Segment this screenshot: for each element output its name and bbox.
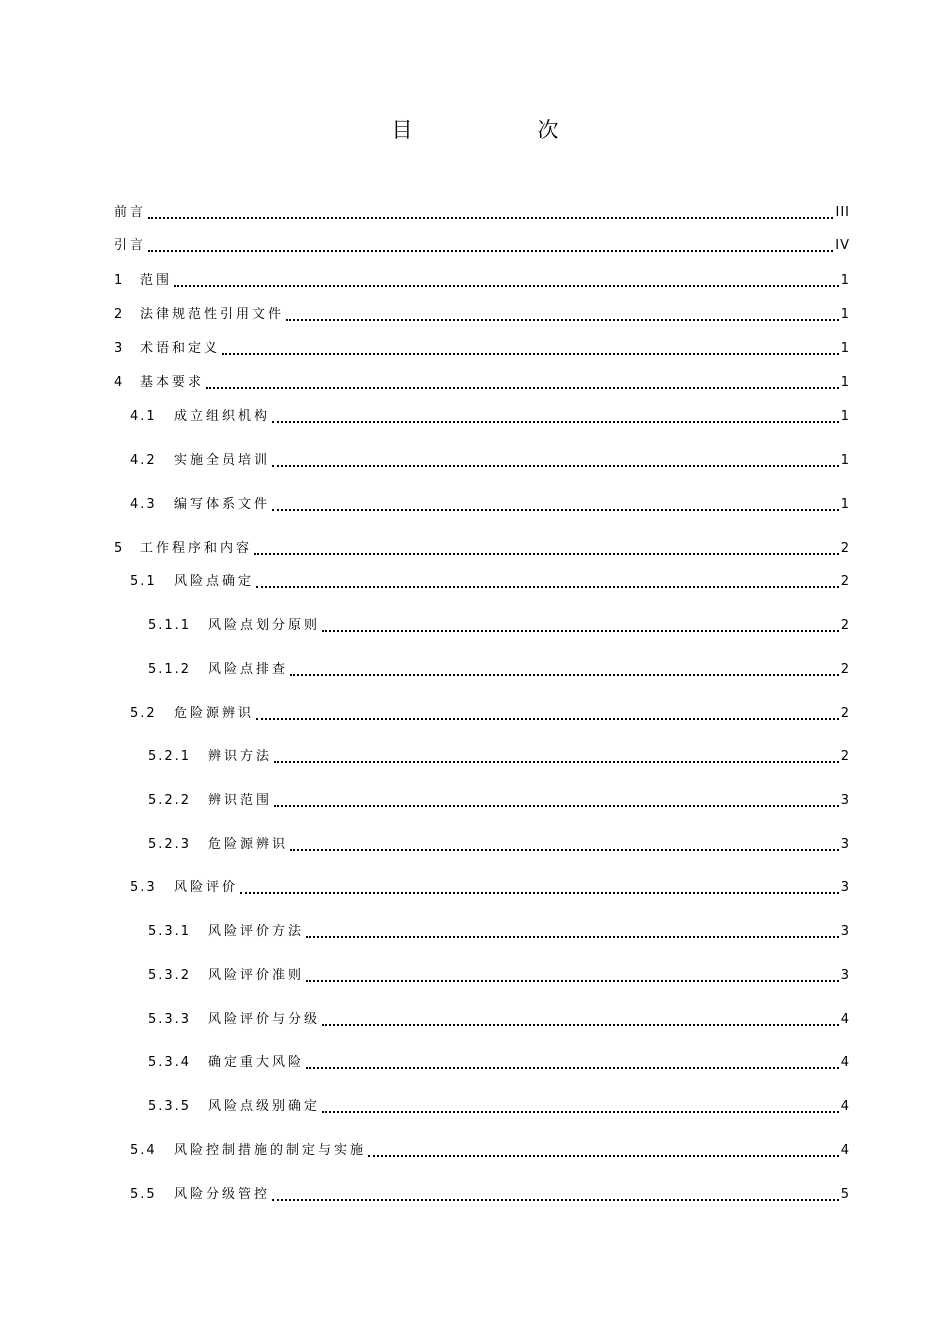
toc-entry-page-number: 3 [840, 837, 850, 852]
toc-entry[interactable] [114, 271, 850, 291]
toc-entry-label: 成立组织机构 [174, 409, 271, 424]
toc-entry-number: 5 [114, 541, 125, 556]
toc-entry-label: 风险分级管控 [174, 1187, 271, 1202]
toc-leader-dots [290, 849, 839, 851]
toc-leader-dots [322, 630, 839, 632]
toc-leader-dots [256, 718, 839, 720]
toc-leader-dots [272, 1199, 839, 1201]
toc-entry[interactable] [130, 878, 850, 898]
toc-leader-dots [286, 319, 839, 321]
toc-leader-dots [274, 761, 839, 763]
toc-entry[interactable] [114, 339, 850, 359]
toc-entry[interactable] [130, 1185, 850, 1205]
toc-leader-dots [274, 805, 839, 807]
toc-entry-label: 辨识方法 [208, 749, 273, 764]
toc-leader-dots [222, 353, 839, 355]
toc-leader-dots [322, 1024, 839, 1026]
toc-entry[interactable] [148, 747, 850, 767]
toc-entry[interactable] [148, 1097, 850, 1117]
toc-entry-number: 1 [114, 273, 125, 288]
toc-entry-number: 5.5 [130, 1187, 157, 1202]
toc-entry-label: 危险源辨识 [174, 706, 255, 721]
toc-entry-label: 风险评价方法 [208, 924, 305, 939]
toc-leader-dots [368, 1155, 839, 1157]
toc-entry-page-number: 3 [840, 924, 850, 939]
toc-entry-page-number: 4 [840, 1012, 850, 1027]
toc-entry-label: 编写体系文件 [174, 497, 271, 512]
toc-entry-page-number: IV [835, 238, 850, 253]
page-title: 目 次 [391, 118, 611, 142]
toc-leader-dots [148, 217, 833, 219]
toc-entry-label: 风险评价准则 [208, 968, 305, 983]
toc-entry-number: 5.3.4 [148, 1055, 192, 1070]
toc-entry-label: 风险评价 [174, 880, 239, 895]
toc-entry-page-number: 1 [840, 307, 850, 322]
toc-entry-page-number: III [835, 205, 850, 220]
toc-entry[interactable] [148, 1010, 850, 1030]
toc-entry-label: 术语和定义 [140, 341, 221, 356]
toc-entry-number: 5.1.1 [148, 618, 192, 633]
toc-entry-number: 5.1 [130, 574, 157, 589]
toc-entry-page-number: 2 [840, 662, 850, 677]
toc-entry-label: 风险点级别确定 [208, 1099, 321, 1114]
toc-entry[interactable] [148, 966, 850, 986]
toc-entry-number: 2 [114, 307, 125, 322]
toc-leader-dots [148, 250, 833, 252]
toc-entry-page-number: 1 [840, 273, 850, 288]
toc-entry-page-number: 2 [840, 574, 850, 589]
toc-entry-label: 风险评价与分级 [208, 1012, 321, 1027]
toc-leader-dots [206, 387, 839, 389]
toc-leader-dots [272, 465, 839, 467]
toc-entry-label: 风险点划分原则 [208, 618, 321, 633]
toc-entry-label: 危险源辨识 [208, 837, 289, 852]
toc-entry-number: 5.3.2 [148, 968, 192, 983]
toc-entry-label: 基本要求 [140, 375, 205, 390]
toc-entry-page-number: 3 [840, 793, 850, 808]
toc-entry-label: 风险控制措施的制定与实施 [174, 1143, 367, 1158]
toc-entry[interactable] [114, 236, 850, 256]
toc-entry[interactable] [114, 203, 850, 223]
toc-entry[interactable] [114, 373, 850, 393]
toc-entry-page-number: 1 [840, 497, 850, 512]
toc-entry-page-number: 3 [840, 880, 850, 895]
toc-entry-number: 5.4 [130, 1143, 157, 1158]
toc-entry-label: 范围 [140, 273, 173, 288]
toc-entry-label: 实施全员培训 [174, 453, 271, 468]
toc-leader-dots [272, 421, 839, 423]
toc-entry-number: 4.2 [130, 453, 157, 468]
toc-entry-number: 4.3 [130, 497, 157, 512]
toc-leader-dots [174, 285, 839, 287]
toc-entry[interactable] [148, 616, 850, 636]
toc-leader-dots [256, 586, 839, 588]
toc-entry[interactable] [148, 791, 850, 811]
toc-entry-page-number: 5 [840, 1187, 850, 1202]
toc-entry[interactable] [130, 451, 850, 471]
toc-entry-number: 5.3.3 [148, 1012, 192, 1027]
toc-entry[interactable] [130, 407, 850, 427]
toc-entry-label: 风险点确定 [174, 574, 255, 589]
toc-entry[interactable] [148, 922, 850, 942]
toc-leader-dots [254, 553, 839, 555]
toc-leader-dots [322, 1111, 839, 1113]
toc-entry-number: 5.1.2 [148, 662, 192, 677]
toc-entry-page-number: 1 [840, 375, 850, 390]
toc-entry-page-number: 1 [840, 409, 850, 424]
toc-entry-label: 确定重大风险 [208, 1055, 305, 1070]
toc-entry-page-number: 1 [840, 341, 850, 356]
toc-leader-dots [240, 892, 839, 894]
toc-entry-page-number: 3 [840, 968, 850, 983]
toc-leader-dots [272, 509, 839, 511]
toc-entry-page-number: 4 [840, 1143, 850, 1158]
toc-entry-label: 风险点排查 [208, 662, 289, 677]
toc-leader-dots [306, 936, 839, 938]
toc-leader-dots [306, 1067, 839, 1069]
toc-entry-page-number: 2 [840, 749, 850, 764]
toc-entry-label: 法律规范性引用文件 [140, 307, 285, 322]
toc-entry-number: 5.2 [130, 706, 157, 721]
toc-leader-dots [306, 980, 839, 982]
toc-entry-page-number: 4 [840, 1099, 850, 1114]
toc-entry[interactable] [130, 572, 850, 592]
toc-entry-number: 5.3.1 [148, 924, 192, 939]
toc-entry-label: 辨识范围 [208, 793, 273, 808]
toc-entry-label: 工作程序和内容 [140, 541, 253, 556]
toc-entry[interactable] [130, 1141, 850, 1161]
toc-entry[interactable] [114, 539, 850, 559]
toc-entry-label: 引言 [114, 238, 147, 253]
toc-entry-page-number: 1 [840, 453, 850, 468]
toc-entry[interactable] [114, 305, 850, 325]
toc-entry-page-number: 2 [840, 618, 850, 633]
toc-entry-number: 3 [114, 341, 125, 356]
toc-entry-number: 5.2.1 [148, 749, 192, 764]
toc-entry-page-number: 2 [840, 706, 850, 721]
toc-entry-number: 5.2.3 [148, 837, 192, 852]
toc-entry[interactable] [130, 704, 850, 724]
toc-entry-number: 5.3 [130, 880, 157, 895]
toc-entry-page-number: 4 [840, 1055, 850, 1070]
toc-entry-number: 4.1 [130, 409, 157, 424]
toc-entry[interactable] [148, 1053, 850, 1073]
toc-entry[interactable] [148, 660, 850, 680]
toc-entry[interactable] [130, 495, 850, 515]
toc-entry-number: 4 [114, 375, 125, 390]
toc-entry-number: 5.3.5 [148, 1099, 192, 1114]
toc-entry-page-number: 2 [840, 541, 850, 556]
toc-entry[interactable] [148, 835, 850, 855]
toc-leader-dots [290, 674, 839, 676]
toc-entry-number: 5.2.2 [148, 793, 192, 808]
toc-entry-label: 前言 [114, 205, 147, 220]
